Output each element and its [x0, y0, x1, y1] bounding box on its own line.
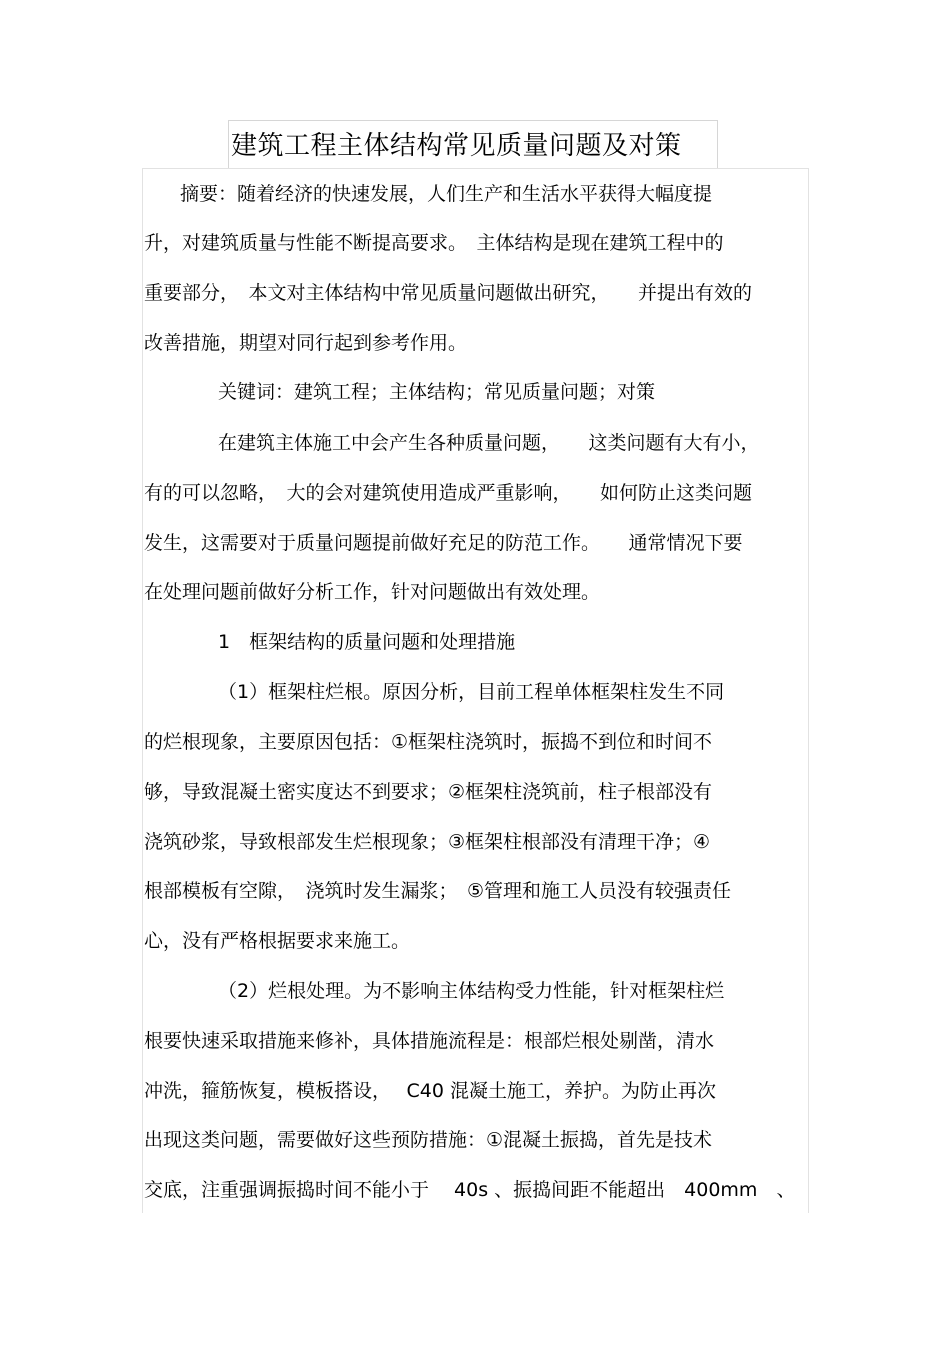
para1-line-4: 浇筑砂浆，导致根部发生烂根现象；③框架柱根部没有清理干净；④ — [144, 831, 711, 853]
para2-line-2: 根要快速采取措施来修补，具体措施流程是：根部烂根处剔凿，清水 — [144, 1030, 715, 1052]
intro-line-1: 在建筑主体施工中会产生各种质量问题， 这类问题有大有小， — [218, 432, 760, 454]
intro-line-3: 发生，这需要对于质量问题提前做好充足的防范工作。 通常情况下要 — [144, 532, 743, 554]
para1-line-3: 够，导致混凝土密实度达不到要求；②框架柱浇筑前，柱子根部没有 — [144, 781, 713, 803]
para1-line-6: 心，没有严格根据要求来施工。 — [144, 930, 411, 952]
abstract-line-4: 改善措施，期望对同行起到参考作用。 — [144, 332, 468, 354]
document-title: 建筑工程主体结构常见质量问题及对策 — [231, 131, 682, 161]
abstract-line-2: 升，对建筑质量与性能不断提高要求。 主体结构是现在建筑工程中的 — [144, 232, 724, 254]
intro-line-2: 有的可以忽略， 大的会对建筑使用造成严重影响， 如何防止这类问题 — [144, 482, 753, 504]
para2-line-1: （2）烂根处理。为不影响主体结构受力性能，针对框架柱烂 — [218, 980, 725, 1002]
para2-line-5: 交底，注重强调振捣时间不能小于 40s 、振捣间距不能超出 400mm 、 — [144, 1179, 796, 1201]
para1-line-1: （1）框架柱烂根。原因分析，目前工程单体框架柱发生不同 — [218, 681, 725, 703]
section-heading-1: 1 框架结构的质量问题和处理措施 — [218, 631, 516, 653]
abstract-line-3: 重要部分， 本文对主体结构中常见质量问题做出研究， 并提出有效的 — [144, 282, 753, 304]
para2-line-4: 出现这类问题，需要做好这些预防措施：①混凝土振捣，首先是技术 — [144, 1129, 713, 1151]
abstract-line-1: 摘要：随着经济的快速发展，人们生产和生活水平获得大幅度提 — [180, 183, 713, 205]
para1-line-2: 的烂根现象，主要原因包括：①框架柱浇筑时，振捣不到位和时间不 — [144, 731, 713, 753]
para1-line-5: 根部模板有空隙， 浇筑时发生漏浆； ⑤管理和施工人员没有较强责任 — [144, 880, 732, 902]
keywords-line: 关键词：建筑工程；主体结构；常见质量问题；对策 — [218, 381, 656, 403]
intro-line-4: 在处理问题前做好分析工作，针对问题做出有效处理。 — [144, 581, 601, 603]
para2-line-3: 冲洗，箍筋恢复，模板搭设， C40 混凝土施工，养护。为防止再次 — [144, 1080, 717, 1102]
